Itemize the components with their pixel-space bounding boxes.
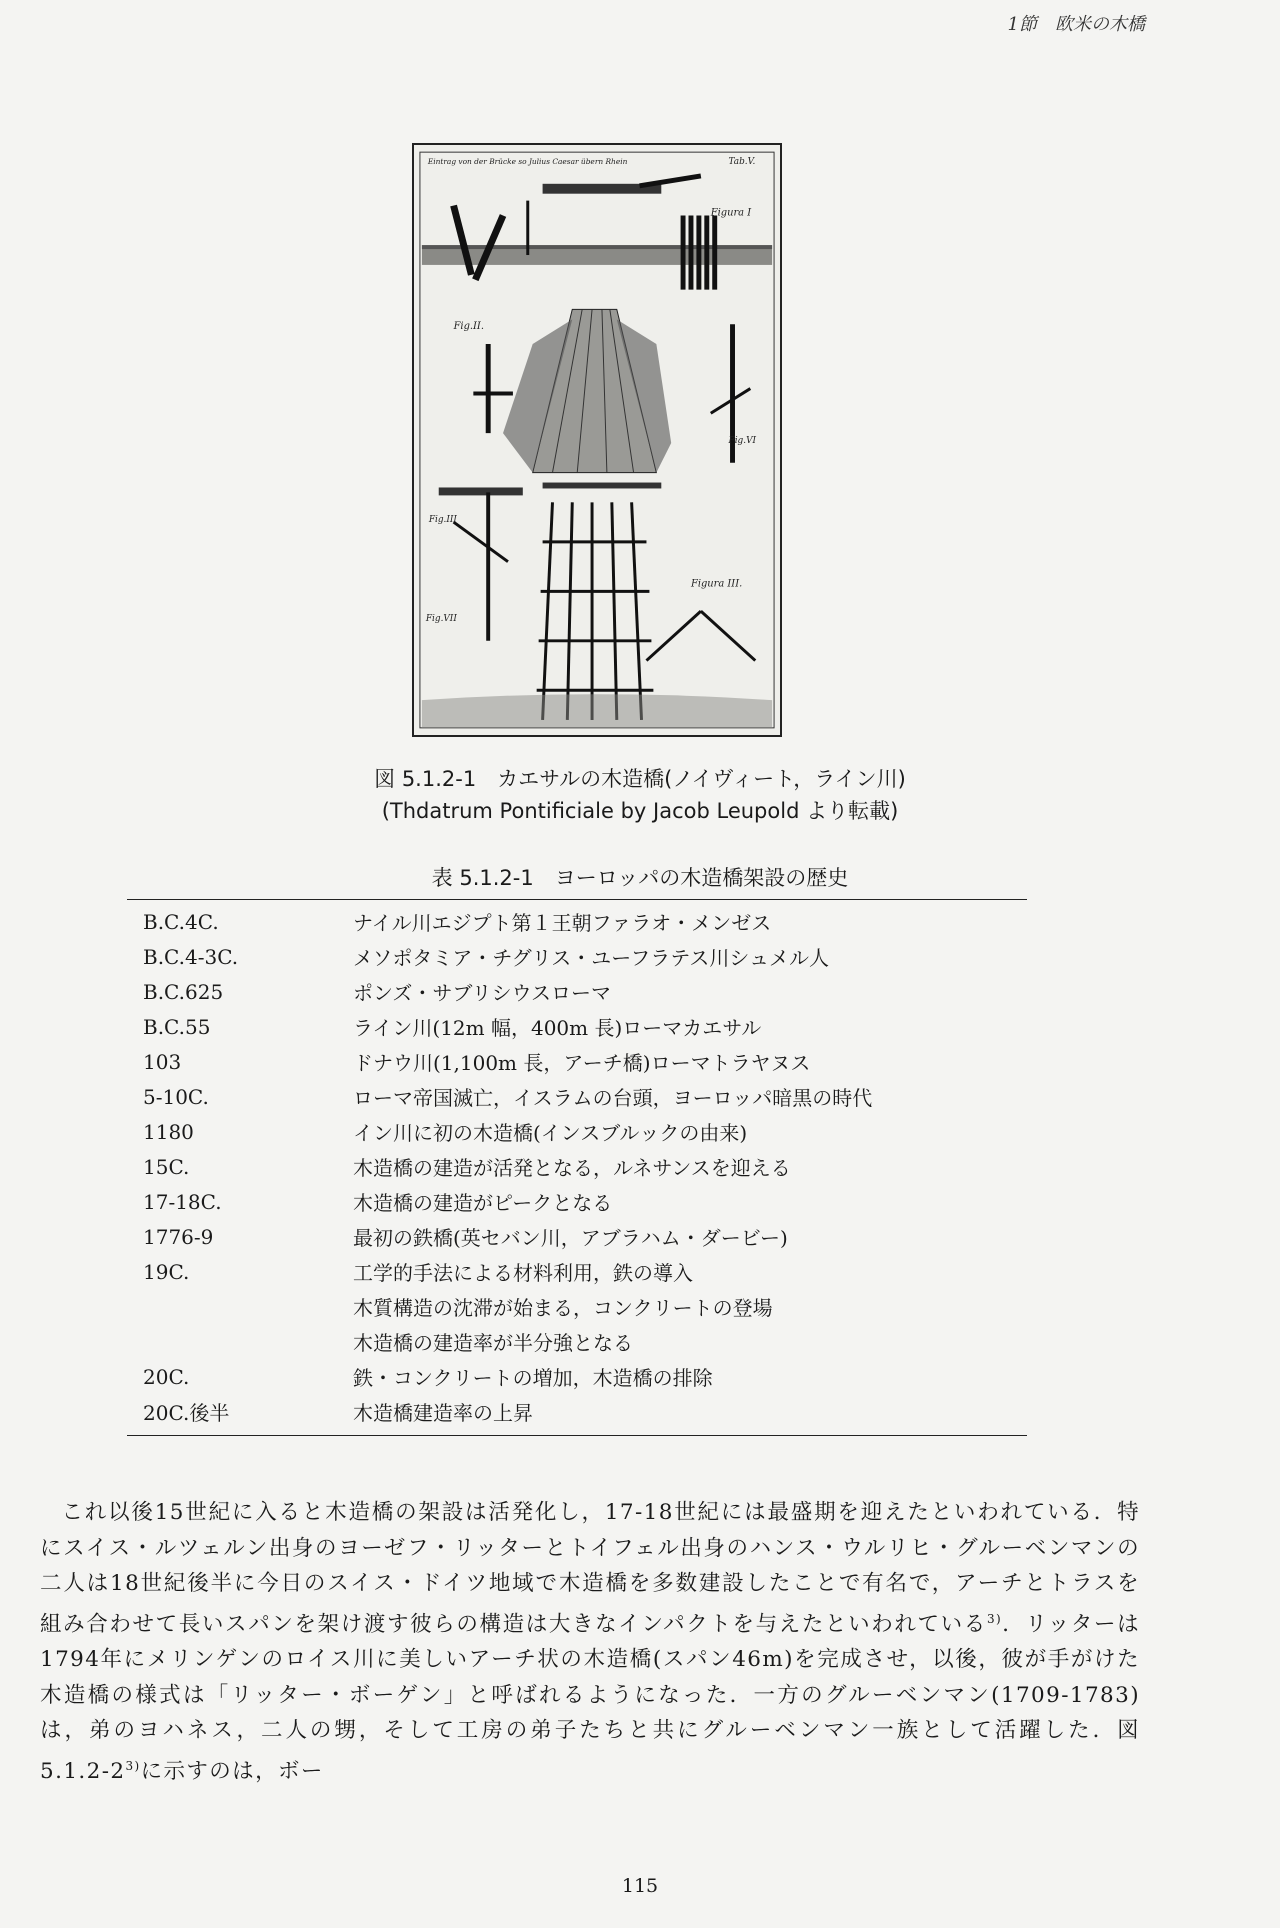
table-row (127, 1114, 1027, 1149)
event-cell: 工学的手法による材料利用，鉄の導入 (353, 1261, 693, 1285)
year-cell: 1180 (143, 1119, 194, 1144)
table-row (127, 1184, 1027, 1219)
engraving-plate-label: Tab.V. (728, 157, 756, 168)
table-row (127, 1219, 1027, 1254)
event-cell: 木造橋の建造がピークとなる (353, 1191, 613, 1215)
year-cell: B.C.55 (143, 1014, 211, 1039)
engraving-fig6-label: Fig.VI (728, 435, 757, 446)
event-cell: 木造橋建造率の上昇 (353, 1401, 533, 1425)
year-cell: 1776-9 (143, 1224, 214, 1249)
figure-caption-line-2: (Thdatrum Pontificiale by Jacob Leupold より転載) (381, 799, 899, 823)
year-cell: 17-18C. (143, 1189, 222, 1214)
running-header: 1節 欧米の木橋 (1007, 14, 1145, 35)
event-cell: ローマ帝国滅亡，イスラムの台頭，ヨーロッパ暗黒の時代 (353, 1086, 873, 1110)
event-cell: イン川に初の木造橋(インスブルックの由来) (353, 1121, 748, 1145)
body-paragraph (40, 1495, 1140, 1789)
year-cell: B.C.625 (143, 979, 224, 1004)
body-text-part-3: に示すのは，ボー (140, 1758, 324, 1784)
history-table (127, 899, 1027, 1436)
table-row (127, 1254, 1027, 1289)
event-cell: 最初の鉄橋(英セバン川，アブラハム・ダービー) (353, 1226, 788, 1250)
event-cell: 木造橋の建造が活発となる，ルネサンスを迎える (353, 1156, 791, 1180)
engraving-illustration (414, 145, 780, 735)
year-cell: B.C.4C. (143, 909, 219, 934)
bridge-engraving-figure (412, 143, 782, 737)
engraving-fig2-label: Fig.II. (453, 321, 484, 333)
table-row (127, 1149, 1027, 1184)
table-row (127, 904, 1027, 939)
event-cell: 木質構造の沈滞が始まる，コンクリートの登場 (353, 1296, 773, 1320)
engraving-top-title: Eintrag von der Brücke so Julius Caesar übern Rhein (427, 157, 628, 167)
table-row (127, 1289, 1027, 1324)
year-cell: 20C.後半 (143, 1401, 230, 1425)
engraving-fig3-label: Fig.III (428, 515, 457, 526)
engraving-fig7-label: Fig.VII (425, 614, 457, 625)
table-row (127, 974, 1027, 1009)
body-text-part-2: ．リッターは1794年にメリンゲンのロイス川に美しいアーチ状の木造橋(スパン46m)を完成させ，以後，彼が手がけた木造橋の様式は「リッター・ボーゲン」と呼ばれるようになった．一方のグルーベンマン(1709-1783)は，弟のヨハネス，二人の甥，そして工房の弟子たちと共にグルーベンマン一族として活躍した．図5.1.2-2 (40, 1611, 1140, 1784)
page-number: 115 (621, 1875, 659, 1897)
event-cell: 木造橋の建造率が半分強となる (353, 1331, 633, 1355)
table-title: 表 5.1.2-1 ヨーロッパの木造橋架設の歴史 (431, 866, 849, 890)
engraving-figura1-label: Figura I (710, 207, 752, 219)
year-cell: 5-10C. (143, 1084, 209, 1109)
event-cell: ドナウ川(1,100m 長，アーチ橋)ローマトラヤヌス (353, 1051, 811, 1075)
event-cell: ライン川(12m 幅，400m 長)ローマカエサル (353, 1016, 762, 1040)
table-row (127, 1324, 1027, 1359)
figure-caption-line-1: 図 5.1.2-1 カエサルの木造橋(ノイヴィート，ライン川) (374, 767, 906, 791)
body-text-part-1: これ以後15世紀に入ると木造橋の架設は活発化し，17-18世紀には最盛期を迎えたといわれている．特にスイス・ルツェルン出身のヨーゼフ・リッターとトイフェル出身のハンス・ウルリヒ・グルーベンマンの二人は18世紀後半に今日のスイス・ドイツ地域で木造橋を多数建設したことで有名で，アーチとトラスを組み合わせて長いスパンを架け渡す彼らの構造は大きなインパクトを与えたといわれている (40, 1500, 1140, 1637)
year-cell: 15C. (143, 1154, 190, 1179)
year-cell: 20C. (143, 1364, 190, 1389)
year-cell: 103 (143, 1049, 182, 1074)
table-row (127, 1079, 1027, 1114)
engraving-figura3-label: Figura III. (690, 578, 743, 590)
figure-caption (0, 763, 1280, 827)
event-cell: ポンズ・サブリシウスローマ (353, 981, 611, 1005)
event-cell: ナイル川エジプト第１王朝ファラオ・メンゼス (353, 911, 772, 935)
table-row (127, 1009, 1027, 1044)
event-cell: 鉄・コンクリートの増加，木造橋の排除 (353, 1366, 713, 1390)
year-cell: 19C. (143, 1259, 190, 1284)
table-row (127, 939, 1027, 974)
year-cell: B.C.4-3C. (143, 944, 239, 969)
table-row (127, 1394, 1027, 1429)
event-cell: メソポタミア・チグリス・ユーフラテス川シュメル人 (353, 946, 829, 970)
table-row (127, 1359, 1027, 1394)
table-row (127, 1044, 1027, 1079)
reference-superscript: 3) (125, 1758, 141, 1773)
reference-superscript: 3) (986, 1611, 1003, 1626)
body-paragraph-text (40, 1495, 1140, 1789)
